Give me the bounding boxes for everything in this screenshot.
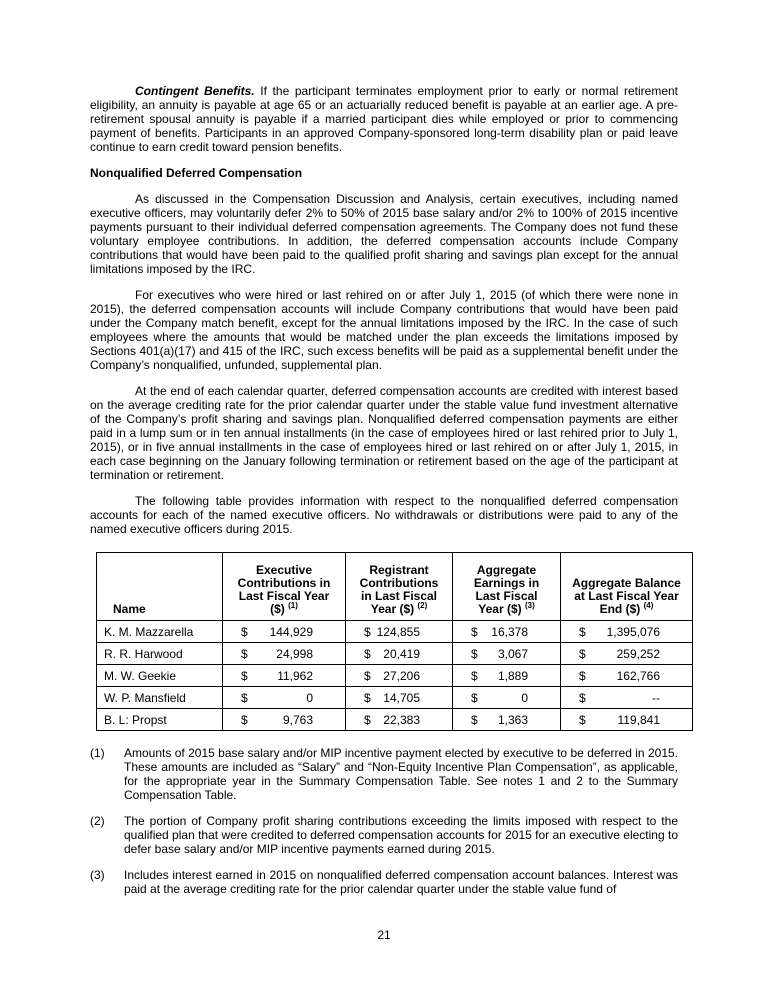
- page-number: 21: [377, 928, 391, 942]
- currency-symbol: $: [579, 690, 586, 705]
- contingent-benefits-lead: Contingent Benefits.: [135, 84, 255, 98]
- table-row: [97, 643, 693, 665]
- footnote-text: Amounts of 2015 base salary and/or MIP incentive payment elected by executive to be deferred in 2015. These amounts are included as “Salary” and “Non-Equity Incentive Plan Compensation”, as applicable, for the appropriate year in the Summary Compensation Table. See notes 1 and 2 to the Summary Compensation Table.: [124, 746, 678, 802]
- footnote-ref: (2): [417, 601, 428, 610]
- footnote-3: [90, 868, 678, 896]
- footnote-number: (2): [90, 814, 105, 828]
- table-cell: [346, 621, 453, 643]
- amount: 20,419: [383, 646, 420, 661]
- table-row: [97, 687, 693, 709]
- column-header-aggregate-balance: Aggregate Balance at Last Fiscal Year End ($) $^{(4)}$: [561, 553, 693, 621]
- paragraph-table-intro: The following table provides information with respect to the nonqualified deferred compensation accounts for each of the named executive officers. No withdrawals or distributions were paid to any of the named executive officers during 2015.: [90, 494, 678, 536]
- executive-name: W. P. Mansfield: [97, 687, 223, 709]
- currency-symbol: $: [364, 712, 371, 727]
- amount: 0: [306, 690, 313, 705]
- amount: 144,929: [269, 624, 313, 639]
- amount: 22,383: [383, 712, 420, 727]
- executive-name: B. L: Propst: [97, 709, 223, 731]
- amount: 27,206: [383, 668, 420, 683]
- currency-symbol: $: [471, 646, 478, 661]
- table-cell: [561, 665, 693, 687]
- currency-symbol: $: [241, 690, 248, 705]
- table-row: [97, 709, 693, 731]
- column-header-name: Name: [97, 553, 223, 621]
- amount: 24,998: [276, 646, 313, 661]
- footnote-ref: (1): [288, 601, 298, 610]
- amount: 9,763: [282, 712, 313, 727]
- footnote-ref: (3): [524, 601, 535, 610]
- paragraph-contingent-benefits: [90, 84, 678, 154]
- deferred-compensation-table: [96, 552, 693, 731]
- footnote-text: The portion of Company profit sharing contributions exceeding the limits imposed with respect to the qualified plan that were credited to deferred compensation accounts for 2015 for an executive electing to defer base salary and/or MIP incentive payments earned during 2015.: [124, 814, 678, 856]
- table-cell: [223, 665, 346, 687]
- table-cell: [561, 687, 693, 709]
- footnote-number: (1): [90, 746, 105, 760]
- table-cell: [346, 687, 453, 709]
- amount: 16,378: [491, 624, 528, 639]
- table-cell: [223, 687, 346, 709]
- currency-symbol: $: [364, 646, 371, 661]
- amount: 119,841: [617, 712, 660, 727]
- table-cell: [223, 709, 346, 731]
- executive-name: R. R. Harwood: [97, 643, 223, 665]
- currency-symbol: $: [364, 668, 371, 683]
- table-header-row: [97, 553, 693, 621]
- footnote-2: [90, 814, 678, 856]
- table-cell: [346, 709, 453, 731]
- currency-symbol: $: [471, 712, 478, 727]
- currency-symbol: $: [241, 624, 248, 639]
- amount: 11,962: [277, 668, 313, 683]
- currency-symbol: $: [471, 668, 478, 683]
- amount: 124,855: [376, 624, 420, 639]
- amount: 162,766: [616, 668, 660, 683]
- currency-symbol: $: [579, 712, 586, 727]
- footnote-number: (3): [90, 868, 105, 882]
- table-cell: [561, 709, 693, 731]
- table-cell: [453, 643, 561, 665]
- currency-symbol: $: [471, 624, 478, 639]
- paragraph-deferral-election: As discussed in the Compensation Discussion and Analysis, certain executives, including named executive officers, may voluntarily defer 2% to 50% of 2015 base salary and/or 2% to 100% of 2015 incentive payments pursuant to their individual deferred compensation agreements. The Company does not fund these voluntary employee contributions. In addition, the deferred compensation accounts include Company contributions that would have been paid to the qualified profit sharing and savings plan except for the annual limitations imposed by the IRC.: [90, 192, 678, 276]
- amount: 259,252: [616, 646, 660, 661]
- currency-symbol: $: [579, 668, 586, 683]
- currency-symbol: $: [579, 646, 586, 661]
- table-cell: [453, 687, 561, 709]
- amount: 1,395,076: [606, 624, 660, 639]
- table-row: [97, 621, 693, 643]
- table-cell: [223, 643, 346, 665]
- amount: 0: [521, 690, 528, 705]
- paragraph-interest-crediting: At the end of each calendar quarter, deferred compensation accounts are credited with interest based on the average crediting rate for the prior calendar quarter under the stable value fund investment alternative of the Company’s profit sharing and savings plan. Nonqualified deferred compensation payments are either paid in a lump sum or in ten annual installments (in the case of employees hired or last rehired prior to July 1, 2015), or in five annual installments in the case of employees hired or last rehired on or after July 1, 2015, in each case beginning on the January following termination or retirement based on the age of the participant at termination or retirement.: [90, 384, 678, 482]
- column-header-aggregate-earnings: Aggregate Earnings in Last Fiscal Year ($) $^{(3)}$: [453, 553, 561, 621]
- footnote-text: Includes interest earned in 2015 on nonqualified deferred compensation account balances. Interest was paid at the average crediting rate for the prior calendar quarter under the stable value fund of: [124, 868, 678, 896]
- currency-symbol: $: [579, 624, 586, 639]
- table-cell: [453, 621, 561, 643]
- column-header-executive-contributions: Executive Contributions in Last Fiscal Year ($) $^{(1)}$: [223, 553, 346, 621]
- amount: 14,705: [383, 690, 420, 705]
- table-cell: [346, 665, 453, 687]
- footnote-1: [90, 746, 678, 802]
- table-cell: [561, 621, 693, 643]
- table-cell: [453, 709, 561, 731]
- amount: 1,889: [497, 668, 528, 683]
- section-heading: Nonqualified Deferred Compensation: [90, 166, 303, 180]
- table-cell: [346, 643, 453, 665]
- currency-symbol: $: [364, 624, 371, 639]
- table-row: [97, 665, 693, 687]
- amount: --: [652, 690, 660, 705]
- paragraph-match-benefit: For executives who were hired or last rehired on or after July 1, 2015 (of which there were none in 2015), the deferred compensation accounts will include Company contributions that would have been paid under the Company match benefit, except for the annual limitations imposed by the IRC. In the case of such employees where the amounts that would be matched under the plan exceeds the limitations imposed by Sections 401(a)(17) and 415 of the IRC, such excess benefits will be paid as a supplemental benefit under the Company’s nonqualified, unfunded, supplemental plan.: [90, 288, 678, 372]
- currency-symbol: $: [471, 690, 478, 705]
- currency-symbol: $: [241, 668, 248, 683]
- currency-symbol: $: [364, 690, 371, 705]
- footnotes-section: [90, 746, 678, 896]
- executive-name: K. M. Mazzarella: [97, 621, 223, 643]
- amount: 3,067: [497, 646, 528, 661]
- footnote-ref: (4): [643, 601, 654, 610]
- currency-symbol: $: [241, 712, 248, 727]
- amount: 1,363: [497, 712, 528, 727]
- table-cell: [453, 665, 561, 687]
- contingent-benefits-body: If the participant terminates employment prior to early or normal retirement eligibility, an annuity is payable at age 65 or an actuarially reduced benefit is payable at an earlier age. A pre-retirement spousal annuity is payable if a married participant dies while employed or prior to commencing payment of benefits. Participants in an approved Company-sponsored long-term disability plan or paid leave continue to earn credit toward pension benefits.: [90, 84, 679, 154]
- table-cell: [223, 621, 346, 643]
- executive-name: M. W. Geekie: [97, 665, 223, 687]
- table-cell: [561, 643, 693, 665]
- column-header-registrant-contributions: Registrant Contributions in Last Fiscal Year ($) $^{(2)}$: [346, 553, 453, 621]
- currency-symbol: $: [241, 646, 248, 661]
